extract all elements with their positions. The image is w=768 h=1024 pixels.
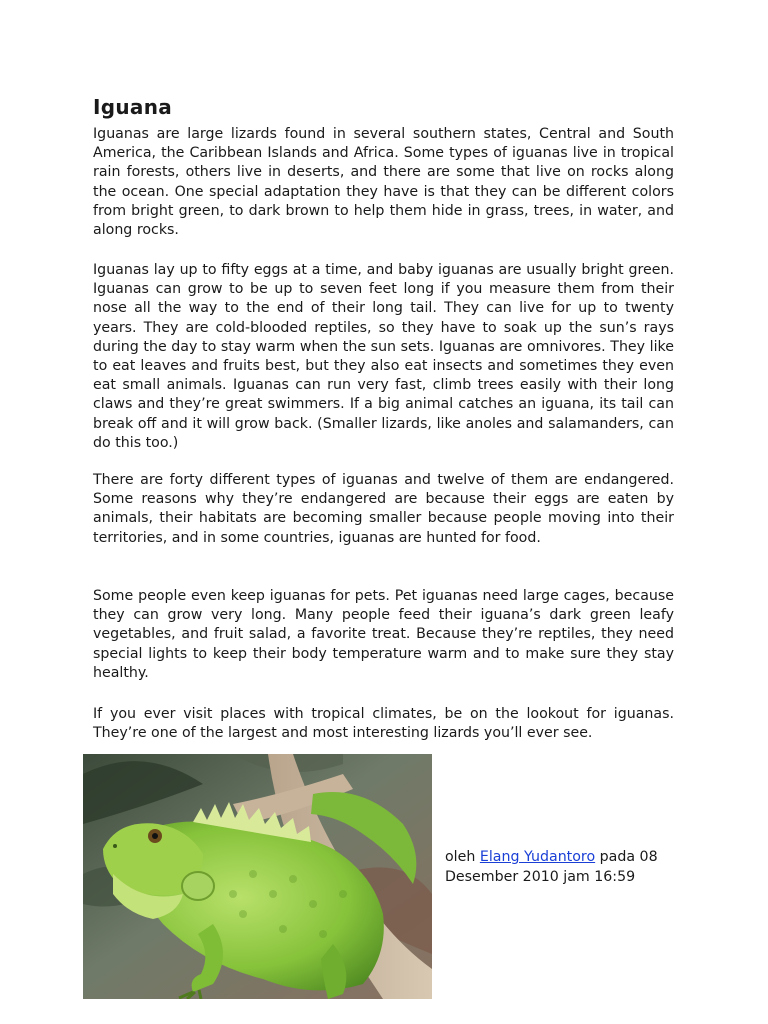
author-link[interactable]: Elang Yudantoro xyxy=(479,849,596,865)
paragraph: Iguanas are large lizards found in several southern states, Central and South America, the Caribbean Islands and Africa. Some types of iguanas live in tropical rain forests, others live in deserts, and there are some that live on rocks along the ocean. One special adaptation they have is that they can be different colors from bright green, to dark brown to help them hide in grass, trees, in water, and along rocks. xyxy=(93,126,674,239)
paragraph: If you ever visit places with tropical climates, be on the lookout for iguanas. They’re one of the largest and most interesting lizards you’ll ever see. xyxy=(93,706,674,742)
paragraph: Iguanas lay up to fifty eggs at a time, and baby iguanas are usually bright green. Iguanas can grow to be up to seven feet long if you measure them from their nose all the way to the end of their long tail. They can live for up to twenty years. They are cold-blooded reptiles, so they have to soak up the sun’s rays during the day to stay warm when the sun sets. Iguanas are omnivores. They like to eat leaves and fruits best, but they also eat insects and sometimes they even eat small animals. Iguanas can run very fast, climb trees easily with their long claws and they’re great swimmers. If a big animal catches an iguana, its tail can break off and it will grow back. (Smaller lizards, like anoles and salamanders, can do this too.) xyxy=(93,262,674,451)
paragraph: There are forty different types of iguanas and twelve of them are endangered. Some reasons why they’re endangered are because their eggs are eaten by animals, their habitats are becoming smaller because people moving into their territories, and in some countries, iguanas are hunted for food. xyxy=(93,472,674,546)
iguana-photo xyxy=(83,754,432,999)
credit-prefix: oleh xyxy=(445,849,480,865)
paragraph: Some people even keep iguanas for pets. Pet iguanas need large cages, because they can grow very long. Many people feed their iguana’s dark green leafy vegetables, and fruit salad, a favorite treat. Because they’re reptiles, they need special lights to keep their body temperature warm and to make sure they stay healthy. xyxy=(93,588,674,681)
photo-credit xyxy=(445,848,695,887)
credit-suffix: pada 08 Desember 2010 jam 16:59 xyxy=(445,849,658,885)
page-title: Iguana xyxy=(93,95,173,119)
